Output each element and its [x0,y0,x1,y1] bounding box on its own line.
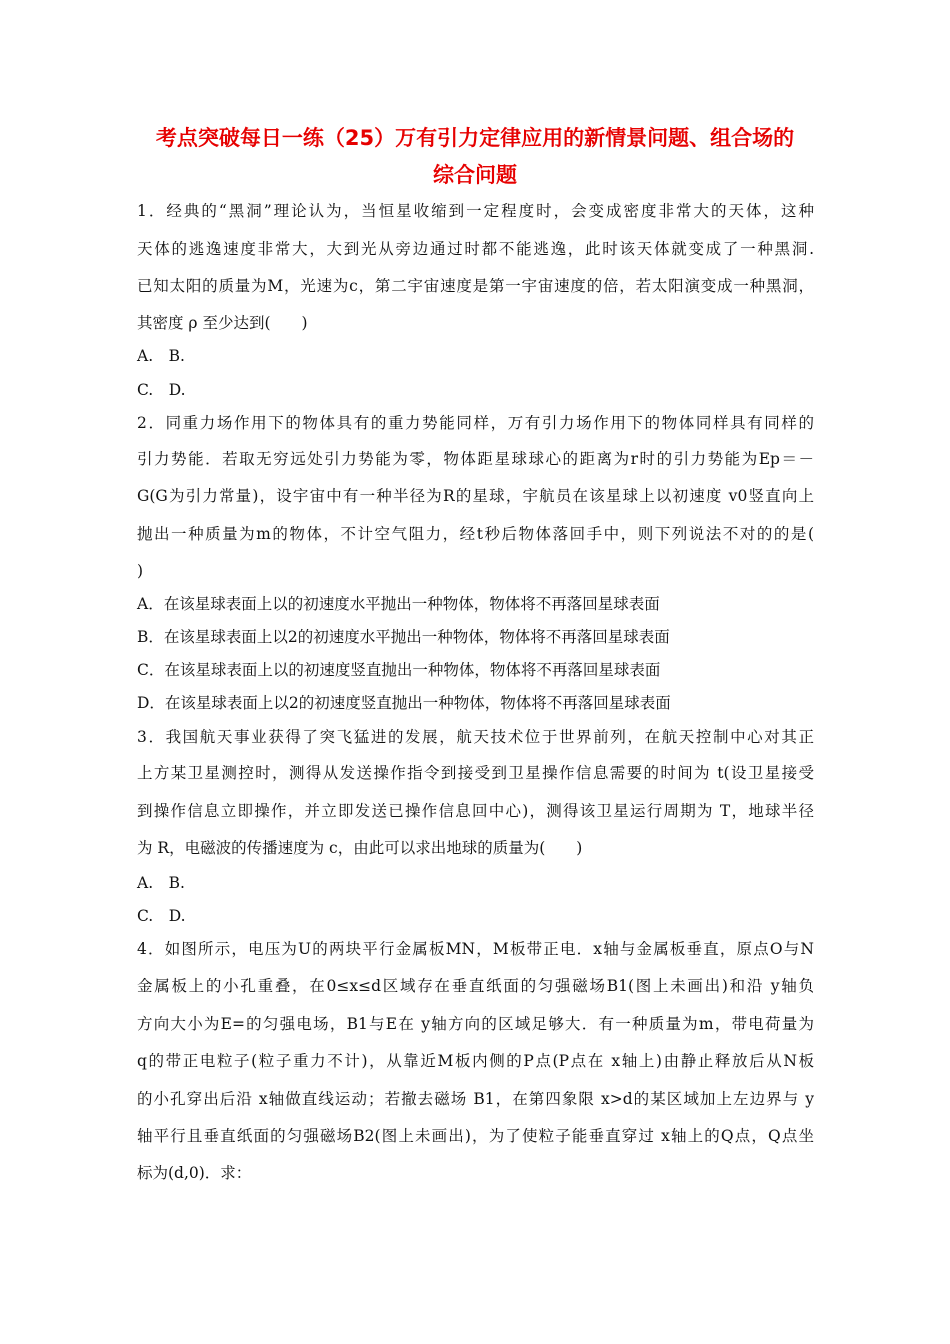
q4-line-4: q的带正电粒子(粒子重力不计)，从靠近M板内侧的P点(P点在 x轴上)由静止释放后从N板 [137,1052,814,1070]
q1-options-cd: C. D. [137,381,186,399]
q4-line-7: 标为(d,0)．求： [137,1164,252,1182]
q3-line-4: 为 R，电磁波的传播速度为 c，由此可以求出地球的质量为( ) [137,839,583,857]
q2-option-a: A．在该星球表面上以的初速度水平抛出一种物体，物体将不再落回星球表面 [137,595,660,613]
q2-option-b: B．在该星球表面上以2的初速度水平抛出一种物体，物体将不再落回星球表面 [137,628,670,646]
title-line-2: 综合问题 [433,163,517,187]
q4-line-2: 金属板上的小孔重叠，在0≤x≤d区域存在垂直纸面的匀强磁场B1(图上未画出)和沿 y轴负 [137,977,814,995]
q2-option-d: D．在该星球表面上以2的初速度竖直抛出一种物体，物体将不再落回星球表面 [137,694,671,712]
title-line-1: 考点突破每日一练（25）万有引力定律应用的新情景问题、组合场的 [155,126,795,150]
q3-options-ab: A. B. [137,874,185,892]
q4-line-1: 4．如图所示，电压为U的两块平行金属板MN，M板带正电．x轴与金属板垂直，原点O与N [137,940,814,958]
q2-line-2: 引力势能．若取无穷远处引力势能为零，物体距星球球心的距离为r时的引力势能为Ep＝－ [137,450,814,468]
q2-line-5: ) [137,562,144,580]
q4-line-6: 轴平行且垂直纸面的匀强磁场B2(图上未画出)，为了使粒子能垂直穿过 x轴上的Q点，Q点坐 [137,1127,814,1145]
q4-line-5: 的小孔穿出后沿 x轴做直线运动；若撤去磁场 B1，在第四象限 x>d的某区域加上左边界与 y [137,1090,814,1108]
q1-line-2: 天体的逃逸速度非常大，大到光从旁边通过时都不能逃逸，此时该天体就变成了一种黑洞. [137,240,814,258]
q2-line-4: 抛出一种质量为m的物体，不计空气阻力，经t秒后物体落回手中，则下列说法不对的的是( [137,525,814,543]
q2-line-1: 2．同重力场作用下的物体具有的重力势能同样，万有引力场作用下的物体同样具有同样的 [137,414,814,432]
q1-line-1: 1．经典的“黑洞”理论认为，当恒星收缩到一定程度时，会变成密度非常大的天体，这种 [137,202,814,220]
q3-line-3: 到操作信息立即操作，并立即发送已操作信息回中心)，测得该卫星运行周期为 T，地球半径 [137,802,814,820]
q3-line-1: 3．我国航天事业获得了突飞猛进的发展，航天技术位于世界前列，在航天控制中心对其正 [137,728,814,746]
q4-line-3: 方向大小为E=的匀强电场，B1与E在 y轴方向的区域足够大．有一种质量为m，带电荷量为 [137,1015,814,1033]
q1-line-4: 其密度 ρ 至少达到( ) [137,314,308,332]
q3-options-cd: C. D. [137,907,186,925]
q1-options-ab: A. B. [137,347,185,365]
q2-line-3: G(G为引力常量)，设宇宙中有一种半径为R的星球，宇航员在该星球上以初速度 v0竖直向上 [137,487,814,505]
q3-line-2: 上方某卫星测控时，测得从发送操作指令到接受到卫星操作信息需要的时间为 t(设卫星接受 [137,764,814,782]
q1-line-3: 已知太阳的质量为M，光速为c，第二宇宙速度是第一宇宙速度的倍，若太阳演变成一种黑洞， [137,277,814,295]
q2-option-c: C．在该星球表面上以的初速度竖直抛出一种物体，物体将不再落回星球表面 [137,661,661,679]
